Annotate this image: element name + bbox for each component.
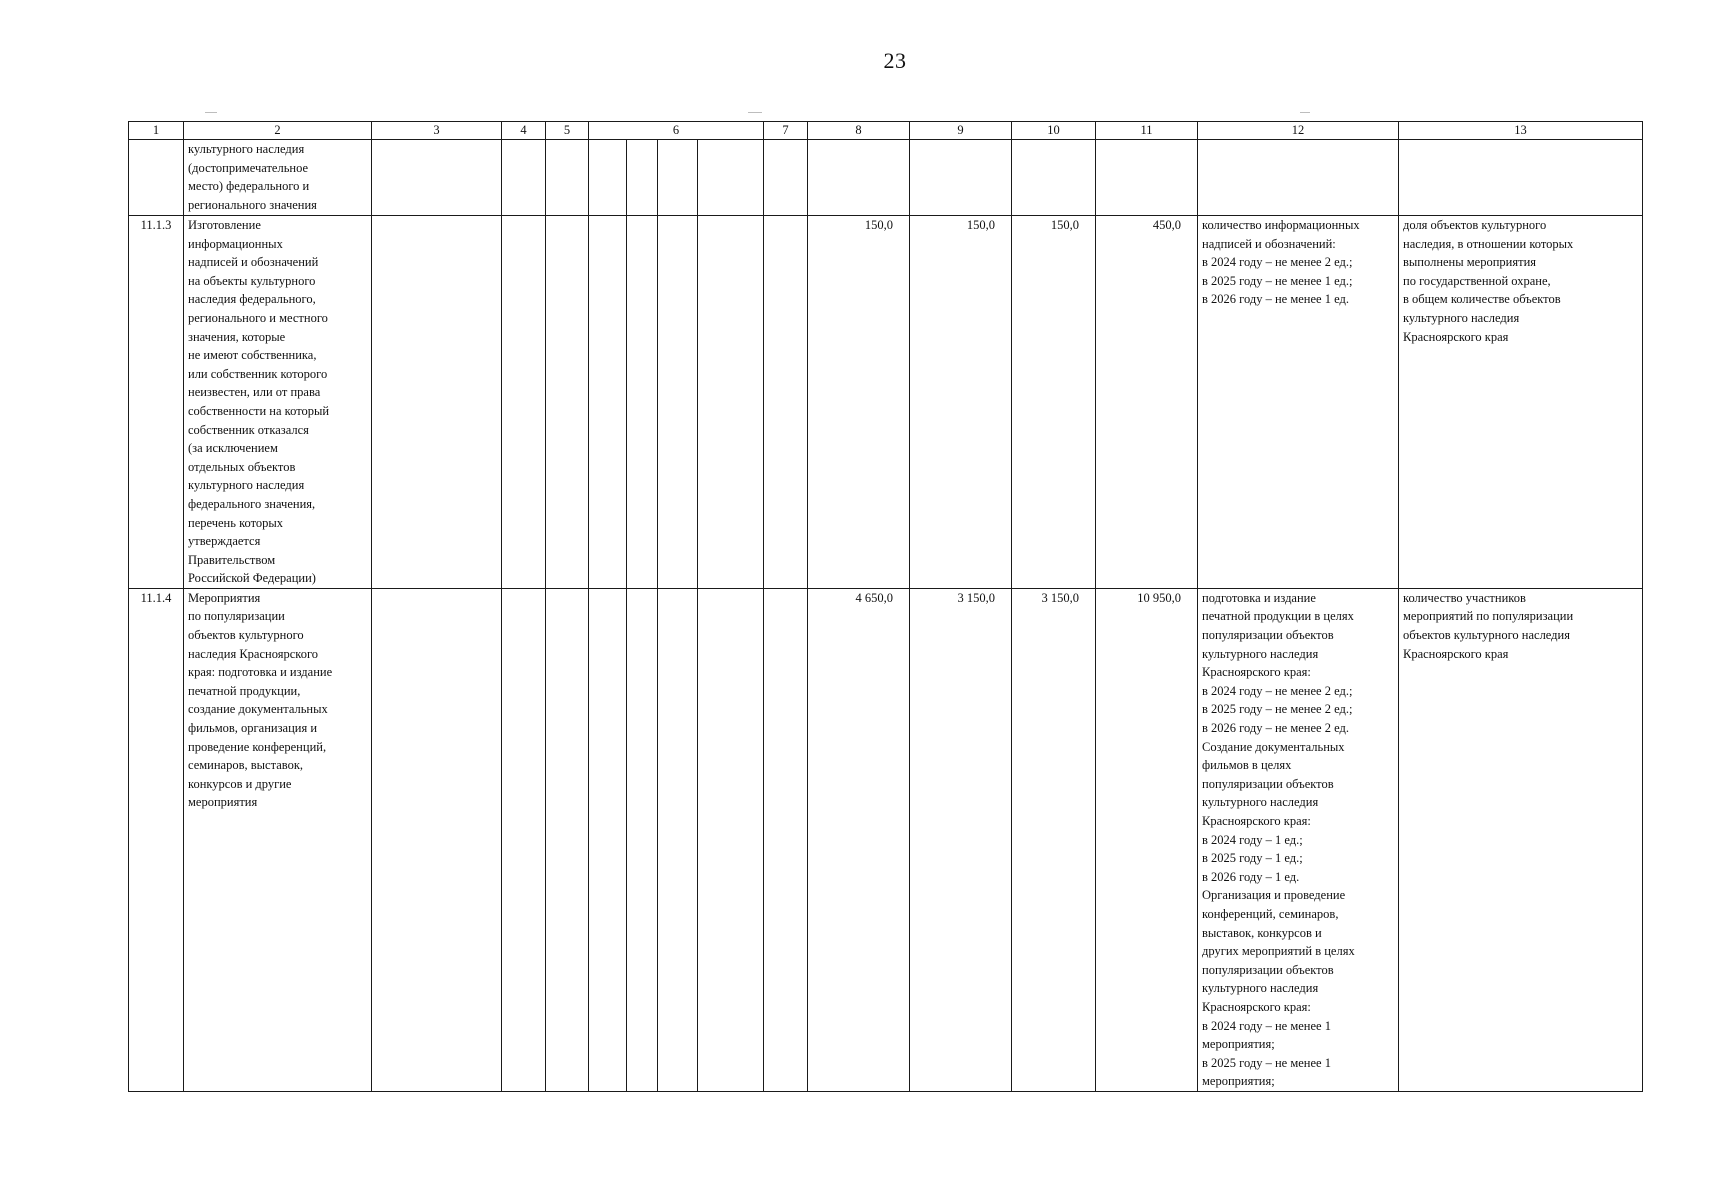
text-line: культурного наследия	[1202, 795, 1319, 810]
cell-col7	[764, 140, 808, 216]
amount-col10: 150,0	[1012, 216, 1096, 589]
text-line: популяризации объектов	[1202, 628, 1334, 643]
cell-col6-sub1	[589, 588, 627, 1091]
column-number: 8	[808, 122, 910, 140]
cell-col6-sub3	[658, 216, 698, 589]
text-line: мероприятия;	[1202, 1074, 1275, 1089]
text-line: в 2026 году – не менее 2 ед.	[1202, 721, 1349, 736]
table-row-11-1-4	[129, 588, 1643, 1091]
text-line: печатной продукции в целях	[1202, 609, 1354, 624]
amount-col10	[1012, 140, 1096, 216]
text-line: Правительством	[188, 552, 276, 567]
text-line: собственник отказался	[188, 422, 309, 437]
text-line: надписей и обозначений	[188, 255, 319, 270]
text-line: перечень которых	[188, 515, 284, 530]
text-line: место) федерального и	[188, 179, 310, 194]
text-line: популяризации объектов	[1202, 962, 1334, 977]
page-number: 23	[883, 48, 907, 73]
column-number: 13	[1399, 122, 1643, 140]
text-line: надписей и обозначений:	[1202, 236, 1336, 251]
text-line: Создание документальных	[1202, 739, 1345, 754]
amount-col9: 3 150,0	[910, 588, 1012, 1091]
cell-col4	[502, 588, 546, 1091]
text-line: Красноярского края	[1403, 329, 1509, 344]
text-line: в 2025 году – 1 ед.;	[1202, 851, 1303, 866]
text-line: в 2025 году – не менее 2 ед.;	[1202, 702, 1353, 717]
cell-col7	[764, 588, 808, 1091]
text-line: в 2024 году – не менее 2 ед.;	[1202, 683, 1353, 698]
table-row-continuation	[129, 140, 1643, 216]
text-line: не имеют собственника,	[188, 348, 317, 363]
cell-col4	[502, 216, 546, 589]
text-line: в 2024 году – не менее 2 ед.;	[1202, 255, 1353, 270]
cell-col6-sub1	[589, 216, 627, 589]
text-line: в 2024 году – не менее 1	[1202, 1018, 1331, 1033]
column-number-row	[129, 122, 1643, 140]
cell-col6-sub2	[627, 588, 658, 1091]
activity-name	[184, 140, 372, 216]
indicator	[1399, 140, 1643, 216]
text-line: выставок, конкурсов и	[1202, 925, 1322, 940]
amount-col8: 150,0	[808, 216, 910, 589]
amount-col11	[1096, 140, 1198, 216]
text-line: культурного наследия	[1202, 646, 1319, 661]
cell-col7	[764, 216, 808, 589]
amount-col8: 4 650,0	[808, 588, 910, 1091]
scan-speck	[1300, 112, 1310, 113]
text-line: выполнены мероприятия	[1403, 255, 1537, 270]
text-line: (за исключением	[188, 441, 278, 456]
text-line: в 2025 году – не менее 1	[1202, 1055, 1331, 1070]
text-line: культурного наследия	[188, 478, 305, 493]
cell-col5	[546, 140, 589, 216]
indicator	[1399, 216, 1643, 589]
text-line: в 2026 году – 1 ед.	[1202, 869, 1300, 884]
text-line: фильмов в целях	[1202, 758, 1292, 773]
activity-name	[184, 216, 372, 589]
text-line: объектов культурного	[188, 628, 304, 643]
cell-col6-sub4	[698, 216, 764, 589]
text-line: значения, которые	[188, 329, 286, 344]
text-line: печатной продукции,	[188, 683, 301, 698]
text-line: информационных	[188, 236, 283, 251]
column-number: 12	[1198, 122, 1399, 140]
amount-col11: 10 950,0	[1096, 588, 1198, 1091]
text-line: мероприятия;	[1202, 1037, 1275, 1052]
row-code: 11.1.3	[129, 216, 184, 589]
column-number: 7	[764, 122, 808, 140]
column-number: 9	[910, 122, 1012, 140]
text-line: собственности на который	[188, 403, 330, 418]
table-row-11-1-3	[129, 216, 1643, 589]
scan-speck	[205, 112, 217, 113]
activity-name	[184, 588, 372, 1091]
indicator	[1399, 588, 1643, 1091]
text-line: или собственник которого	[188, 366, 328, 381]
text-line: Красноярского края:	[1202, 814, 1311, 828]
cell-col6-sub2	[627, 140, 658, 216]
text-line: конкурсов и другие	[188, 776, 292, 791]
amount-col11: 450,0	[1096, 216, 1198, 589]
expected-result	[1198, 140, 1399, 216]
cell-col3	[372, 140, 502, 216]
column-number: 3	[372, 122, 502, 140]
text-line: утверждается	[188, 534, 261, 549]
text-line: в 2025 году – не менее 1 ед.;	[1202, 273, 1353, 288]
main-table	[128, 121, 1643, 1092]
column-number: 1	[129, 122, 184, 140]
cell-col3	[372, 216, 502, 589]
text-line: Красноярского края	[1403, 646, 1509, 661]
cell-col6-sub4	[698, 588, 764, 1091]
text-line: наследия Красноярского	[188, 646, 319, 661]
text-line: Мероприятия	[188, 590, 261, 605]
text-line: количество информационных	[1202, 218, 1360, 232]
text-line: наследия, в отношении которых	[1403, 236, 1574, 251]
text-line: подготовка и издание	[1202, 590, 1316, 605]
text-line: наследия федерального,	[188, 292, 316, 307]
text-line: отдельных объектов	[188, 459, 296, 474]
text-line: по популяризации	[188, 609, 285, 624]
text-line: неизвестен, или от права	[188, 385, 321, 400]
cell-col4	[502, 140, 546, 216]
text-line: доля объектов культурного	[1403, 218, 1547, 232]
row-code	[129, 140, 184, 216]
text-line: мероприятия	[188, 795, 258, 810]
text-line: количество участников	[1403, 590, 1526, 605]
row-code: 11.1.4	[129, 588, 184, 1091]
column-number: 4	[502, 122, 546, 140]
expected-result	[1198, 588, 1399, 1091]
expected-result	[1198, 216, 1399, 589]
text-line: семинаров, выставок,	[188, 758, 304, 773]
cell-col6-sub3	[658, 140, 698, 216]
text-line: федерального значения,	[188, 496, 316, 511]
text-line: создание документальных	[188, 702, 328, 717]
cell-col3	[372, 588, 502, 1091]
text-line: Красноярского края:	[1202, 999, 1311, 1014]
text-line: Организация и проведение	[1202, 888, 1346, 903]
amount-col9	[910, 140, 1012, 216]
text-line: конференций, семинаров,	[1202, 906, 1339, 921]
text-line: регионального значения	[188, 197, 317, 212]
cell-col5	[546, 216, 589, 589]
text-line: культурного наследия	[1202, 981, 1319, 996]
text-line: регионального и местного	[188, 310, 328, 325]
text-line: (достопримечательное	[188, 160, 309, 175]
column-number: 11	[1096, 122, 1198, 140]
text-line: в 2026 году – не менее 1 ед.	[1202, 292, 1349, 307]
amount-col9: 150,0	[910, 216, 1012, 589]
cell-col6-sub3	[658, 588, 698, 1091]
text-line: объектов культурного наследия	[1403, 628, 1570, 643]
text-line: Красноярского края:	[1202, 665, 1311, 680]
text-line: мероприятий по популяризации	[1403, 609, 1574, 624]
text-line: популяризации объектов	[1202, 776, 1334, 791]
amount-col8	[808, 140, 910, 216]
text-line: культурного наследия	[188, 142, 305, 156]
amount-col10: 3 150,0	[1012, 588, 1096, 1091]
text-line: по государственной охране,	[1403, 273, 1551, 288]
text-line: других мероприятий в целях	[1202, 944, 1355, 959]
text-line: Российской Федерации)	[188, 571, 316, 586]
cell-col6-sub4	[698, 140, 764, 216]
column-number: 5	[546, 122, 589, 140]
text-line: культурного наследия	[1403, 310, 1520, 325]
cell-col5	[546, 588, 589, 1091]
text-line: в общем количестве объектов	[1403, 292, 1561, 307]
column-number: 6	[589, 122, 764, 140]
text-line: в 2024 году – 1 ед.;	[1202, 832, 1303, 847]
column-number: 10	[1012, 122, 1096, 140]
cell-col6-sub1	[589, 140, 627, 216]
text-line: Изготовление	[188, 218, 261, 232]
text-line: края: подготовка и издание	[188, 665, 333, 680]
text-line: на объекты культурного	[188, 273, 316, 288]
text-line: фильмов, организация и	[188, 721, 318, 736]
text-line: проведение конференций,	[188, 739, 327, 754]
cell-col6-sub2	[627, 216, 658, 589]
column-number: 2	[184, 122, 372, 140]
scan-speck	[748, 112, 762, 113]
